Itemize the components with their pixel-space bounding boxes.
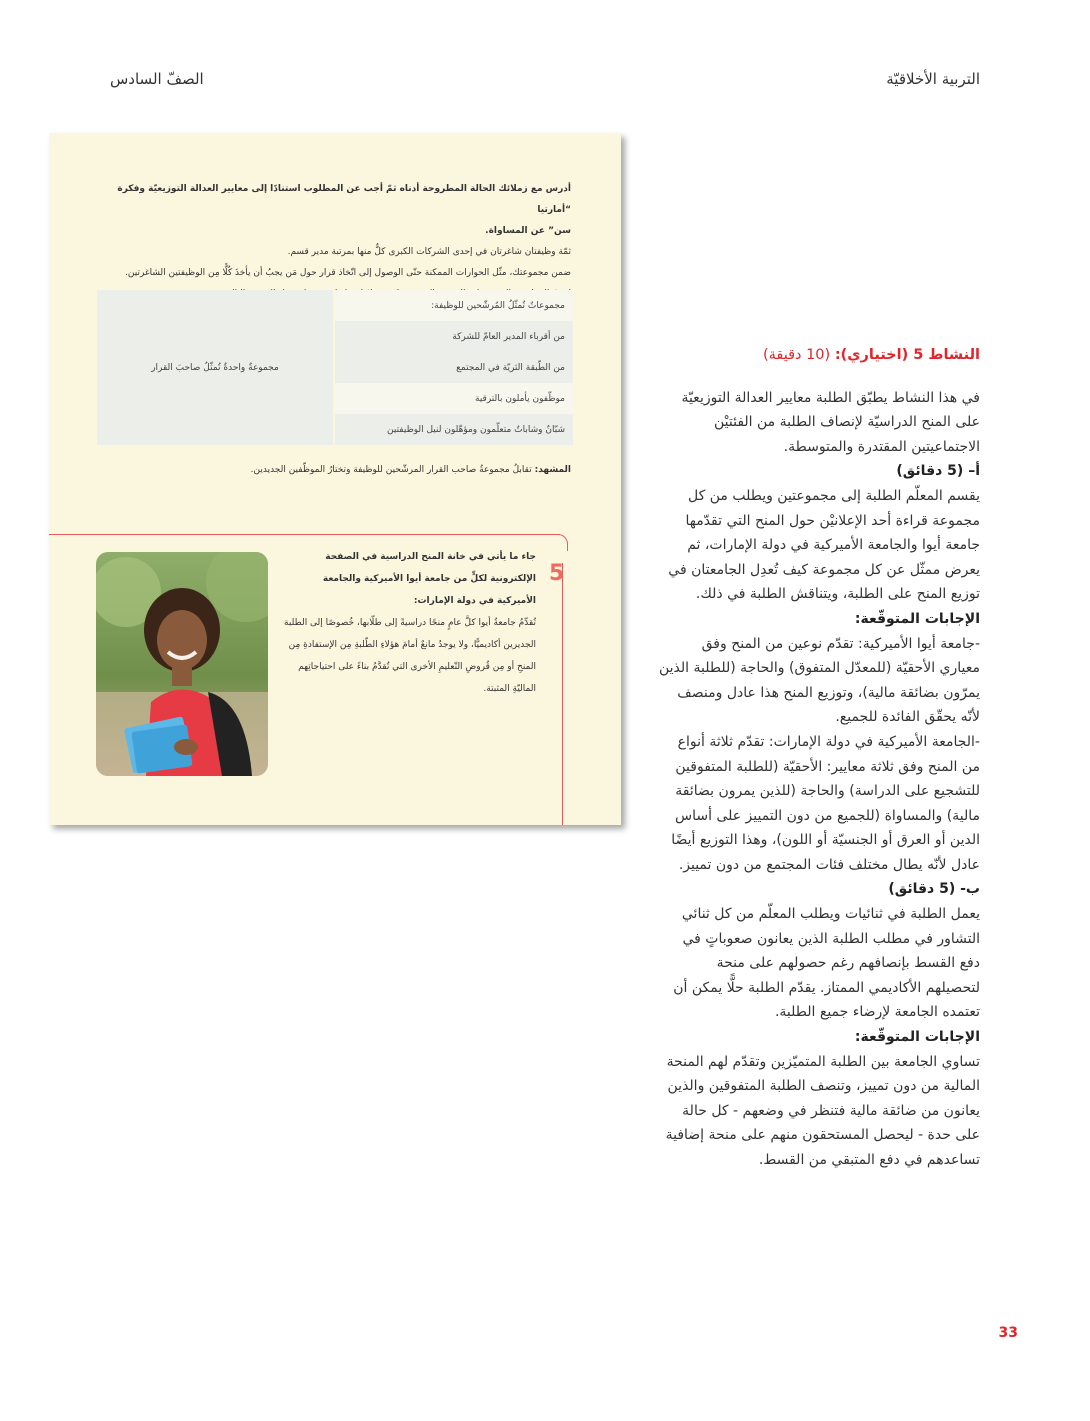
table-cell: مجموعاتٌ تُمثّلُ المُرشّحين للوظيفة: [334,290,573,321]
instruction-line-2: ضمن مجموعتك، مثّل الحوارات الممكنة حتّى الوصول إلى اتّخاذ قرار حول مَن يجبُ أن يأخذَ كُلًّا مِن الوظيفتين الشاغرتين. [125,268,571,278]
subject-header: التربية الأخلاقيّة [886,70,980,88]
scholarship-text [281,546,536,700]
table-cell: من أقرباء المدير العامّ للشركة [334,321,573,352]
teacher-guide [658,343,980,1173]
scenario-label: المشهد: [534,465,571,475]
scenario-text [251,465,571,475]
expected-answer-b: تساوي الجامعة بين الطلبة المتميّزين وتقدّم لهم المنحة المالية من دون تمييز، وتنصف الطلبة المتفوقين والذين يعانون من ضائقة مالية فتنظر في وضعهم - كل حالة على حدة - ليحصل المستحقون منهم على منحة إضافية تساعدهم في دفع المتبقي من القسط. [665,1053,980,1168]
table-cell: موظّفون يأملون بالترقية [334,383,573,414]
scholarship-body: تُقدِّمُ جامعةُ أيوا كلَّ عامٍ منحًا دراسيةً إلى طلّابها، خُصوصًا إلى الطلبة الجديرين أكاديميًّا، ولا يوجدُ مانعٌ أمامَ هؤلاءِ الطّلبةِ مِن الإستفادةِ مِن المنحِ أو مِن قُروضِ التّعليمِ الأخرى التي تُقدَّمُ بناءً على احتياجاتِهم الماليّةِ المثبتة. [284,618,536,694]
decider-cell: مجموعةٌ واحدةٌ تُمثّلُ صاحبَ القرار [97,290,334,445]
section-divider [49,534,560,535]
part-a-title: أ– (5 دقائق) [896,463,980,480]
part-b-title: ب- (5 دقائق) [888,881,980,898]
part-b-text: يعمل الطلبة في ثنائيات ويطلب المعلّم من كل ثنائي التشاور في مطلب الطلبة الذين يعانون صعوباتٍ في دفع القسط بإنصافهم رغم حصولهم على منحة لتحصيلهم الأكاديمي الممتاز. يقدّم الطلبة حلًّا يمكن أن تعتمده الجامعة لإرضاء جميع الطلبة. [673,906,980,1021]
groups-table [97,290,573,445]
page-number: 33 [998,1325,1018,1341]
table-row [97,290,573,321]
activity-title-text: النشاط 5 (اختياري): [834,347,980,363]
section-number: 5 [549,561,565,586]
part-a-text: يقسم المعلّم الطلبة إلى مجموعتين ويطلب من كل مجموعة قراءة أحد الإعلانيْن حول المنح التي تقدّمها جامعة أيوا والجامعة الأميركية في دولة الإمارات، ثم يعرض ممثّل عن كل مجموعة كيف تُعدِل الجامعتان في توزيع المنح على الطلبة، ويتناقش الطلبة في ذلك. [668,487,980,603]
expected-answers-title: الإجابات المتوقّعة: [854,610,980,627]
section-side-line [562,563,563,825]
expected-answers-title-2: الإجابات المتوقّعة: [854,1029,980,1046]
table-cell: من الطّبقة الثريّة في المجتمع [334,352,573,383]
student-book-panel [49,133,621,825]
activity-intro: في هذا النشاط يطبّق الطلبة معايير العدالة التوزيعيّة على المنح الدراسيّة لإنصاف الطلبة من الفئتيْن الاجتماعيتين المقتدرة والمتوسطة. [681,389,980,455]
instruction-heading-line-1: أدرس مع زملائك الحالة المطروحة أدناه ثمّ أجب عن المطلوب استنادًا إلى معايير العدالة التوزيعيّة وفكرة “أمارتيا [117,184,571,215]
expected-answer-aus: -الجامعة الأميركية في دولة الإمارات: تقدّم ثلاثة أنواع من المنح وفق ثلاثة معايير: الأحقيّة (للطلبة المتفوقين للتشجيع على الدراسة) والحاجة (للذين يمرون بضائقة مالية) والمساواة (للجميع من دون التمييز على أساس الدين أو العرق أو الجنسيّة أو اللون)، وهذا التوزيع أيضًا عادل لأنّه يطال مختلف فئات المجتمع من دون تمييز. [671,733,980,873]
section-divider-corner [557,534,568,551]
instruction-line-1: ثمّة وظيفتان شاغرتان في إحدى الشركات الكبرى كلٌّ منها بمرتبة مدير قسم. [287,247,571,257]
student-photo [96,552,268,776]
instruction-heading-line-2: سن” عن المساواة. [485,226,571,236]
activity-instructions [91,179,571,305]
activity-title [658,343,980,368]
grade-header: الصفّ السادس [110,70,204,88]
table-cell: شبّانٌ وشاباتٌ متعلّمون ومؤهّلون لنيل الوظيفتين [334,414,573,445]
scholarship-title: جاء ما يأتي في خانة المنح الدراسية في الصفحة الإلكترونية لكلٍّ من جامعة أيوا الأميركية والجامعة الأميركية في دولة الإمارات: [322,552,536,606]
activity-duration: (10 دقيقة) [762,347,835,363]
expected-answer-iowa: -جامعة أيوا الأميركية: تقدّم نوعين من المنح وفق معياري الأحقيّة (للمعدّل المتفوق) والحاجة (للطلبة الذين يمرّون بضائقة مالية)، وتوزيع المنح هذا عادل ومنصف لأنّه يحقّق الفائدة للجميع. [659,635,980,726]
scenario-body: تقابلُ مجموعةُ صاحب القرار المرشّحين للوظيفة وتختارُ الموظّفين الجديدين. [250,465,535,475]
